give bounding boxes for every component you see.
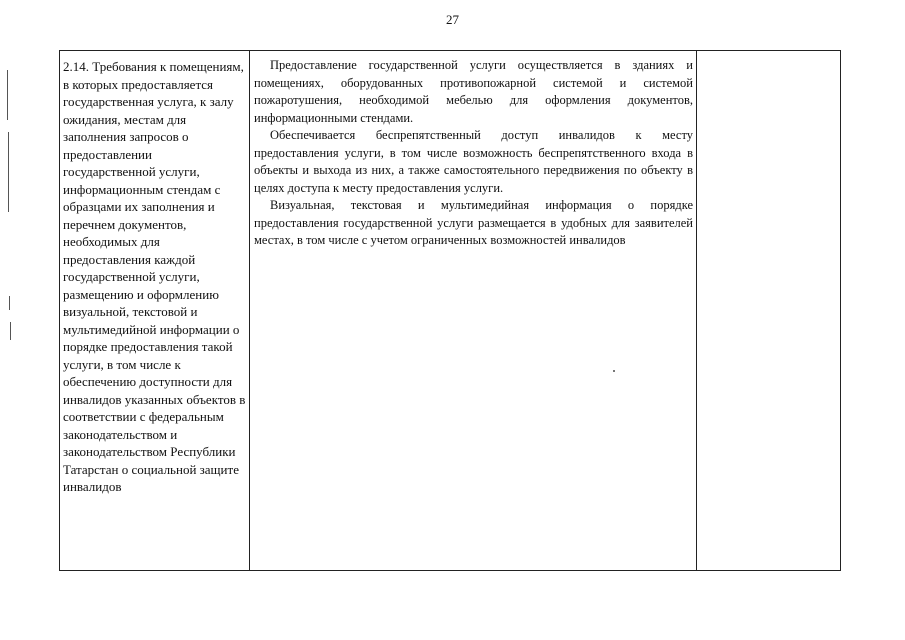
note-cell — [697, 51, 841, 571]
paragraph-premises: Предоставление государственной услуги осуществляется в зданиях и помещениях, оборудованных противопожарной системой и системой пожаротушения, необходимой мебелью для оформления документов, информационными стендами. — [254, 58, 693, 125]
scan-speck — [613, 370, 615, 372]
paragraph-access: Обеспечивается беспрепятственный доступ инвалидов к месту предоставления услуги, в том числе возможность беспрепятственного входа в объекты и выхода из них, а также самостоятельного передвижения по объекту в целях доступа к месту предоставления услуги. — [254, 128, 693, 195]
requirement-cell: 2.14. Требования к помещениям, в которых предоставляется государственная услуга, к залу ожидания, местам для заполнения запросов о предоставлении государственной услуги, информационным стендам с образцами их заполнения и перечнем документов, необходимых для предоставления каждой государственной услуги, размещению и оформлению визуальной, текстовой и мультимедийной информации о порядке предоставления такой услуги, в том числе к обеспечению доступности для инвалидов указанных объектов в соответствии с федеральным законодательством и законодательством Республики Татарстан о социальной защите инвалидов — [60, 51, 250, 571]
paragraph-information: Визуальная, текстовая и мультимедийная информация о порядке предоставления государственной услуги размещается в удобных для заявителей местах, в том числе с учетом ограниченных возможностей инвалидов — [254, 198, 693, 247]
scan-mark — [7, 70, 8, 120]
regulation-table — [59, 50, 841, 571]
description-cell — [250, 51, 697, 571]
scan-mark — [10, 322, 11, 340]
scan-mark — [9, 296, 10, 310]
scan-mark — [8, 132, 9, 212]
page-number: 27 — [446, 12, 459, 27]
table-row — [60, 51, 841, 571]
